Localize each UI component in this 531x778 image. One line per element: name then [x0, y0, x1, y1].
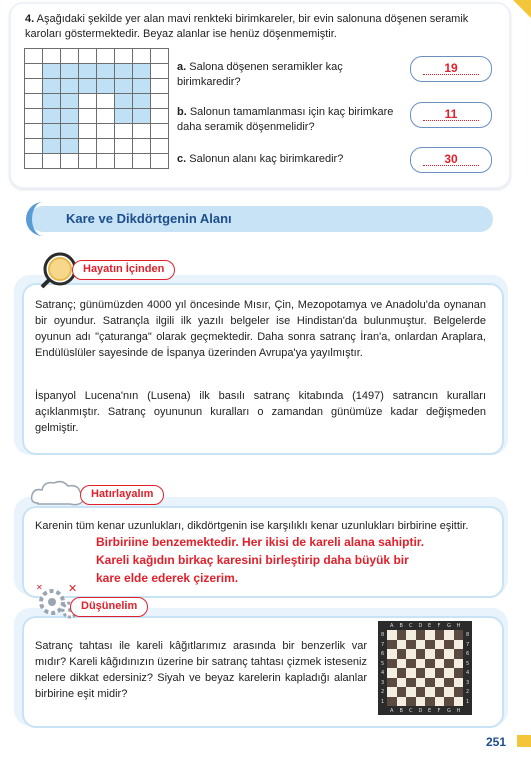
chess-square: [416, 687, 426, 697]
chess-square: [435, 668, 445, 678]
page-marker: [517, 735, 531, 747]
tile-empty: [25, 94, 43, 109]
answer-c-value: 30: [444, 152, 458, 166]
board-file-label: D: [418, 708, 423, 714]
tile-filled: [115, 79, 133, 94]
board-file-label: E: [428, 623, 432, 629]
chess-square: [397, 649, 407, 659]
board-rank-label: 8: [381, 632, 385, 638]
chess-square: [454, 697, 464, 707]
chess-square: [425, 659, 435, 669]
board-rank-label: 3: [381, 679, 385, 686]
chess-square: [454, 630, 464, 640]
tile-filled: [115, 64, 133, 79]
tile-filled: [133, 79, 151, 94]
chess-square: [444, 668, 454, 678]
chess-square: [444, 649, 454, 659]
board-file-label: A: [390, 623, 394, 629]
tile-filled: [61, 79, 79, 94]
chess-square: [397, 668, 407, 678]
tile-empty: [97, 94, 115, 109]
chess-board: [378, 621, 472, 715]
board-file-label: H: [456, 708, 461, 714]
chess-square: [435, 678, 445, 688]
tile-filled: [97, 64, 115, 79]
board-file-label: C: [409, 623, 413, 629]
chess-board-squares: [387, 630, 463, 706]
tile-empty: [43, 49, 61, 64]
chess-square: [397, 640, 407, 650]
question-4-prompt: [25, 12, 505, 42]
chess-square: [406, 668, 416, 678]
board-rank-label: 5: [381, 660, 385, 667]
board-file-label: G: [447, 708, 451, 714]
chess-square: [444, 640, 454, 650]
dusunelim-tag: Düşünelim: [70, 597, 148, 617]
tile-filled: [43, 139, 61, 154]
tile-empty: [151, 139, 169, 154]
tile-empty: [151, 109, 169, 124]
tile-empty: [115, 139, 133, 154]
tile-grid: [24, 48, 169, 169]
tile-filled: [43, 79, 61, 94]
chess-square: [397, 678, 407, 688]
board-rank-label: 1: [466, 698, 470, 705]
chess-square: [435, 697, 445, 707]
chess-square: [435, 687, 445, 697]
board-rank-label: 5: [466, 660, 470, 667]
board-file-label: G: [447, 623, 451, 629]
tile-empty: [79, 49, 97, 64]
tile-empty: [79, 124, 97, 139]
handwritten-answer-line-1: Birbiriine benzemektedir. Her ikisi de kareli alana sahiptir.: [96, 535, 425, 549]
board-file-label: B: [399, 623, 403, 629]
tile-filled: [61, 94, 79, 109]
board-rank-label: 2: [381, 689, 385, 695]
chess-square: [425, 678, 435, 688]
chess-square: [425, 640, 435, 650]
answer-b-field[interactable]: [410, 102, 492, 128]
tile-filled: [79, 79, 97, 94]
tile-empty: [25, 64, 43, 79]
tile-empty: [133, 139, 151, 154]
tile-empty: [61, 49, 79, 64]
board-rank-label: 8: [466, 632, 470, 638]
tile-filled: [97, 79, 115, 94]
chess-square: [416, 649, 426, 659]
answer-a-field[interactable]: [410, 56, 492, 82]
tile-empty: [151, 79, 169, 94]
tile-empty: [25, 109, 43, 124]
chess-square: [387, 668, 397, 678]
chess-square: [387, 659, 397, 669]
board-rank-label: 6: [466, 651, 470, 657]
hatirlayalim-text: Karenin tüm kenar uzunlukları, dikdörtgenin ise karşılıklı kenar uzunlukları birbirine eşittir.: [35, 520, 469, 532]
page-number: 251: [485, 735, 506, 749]
chess-square: [387, 640, 397, 650]
tile-filled: [115, 109, 133, 124]
section-header-accent: [26, 202, 56, 236]
chess-square: [454, 640, 464, 650]
chess-square: [425, 697, 435, 707]
board-rank-label: 2: [466, 689, 470, 695]
board-rank-label: 4: [381, 670, 385, 676]
handwritten-answer-line-3: kare elde ederek çizerim.: [96, 571, 239, 585]
board-file-label: A: [390, 708, 394, 714]
chess-square: [406, 697, 416, 707]
chess-square: [454, 687, 464, 697]
tile-empty: [25, 154, 43, 169]
hayatin-icinden-tag: Hayatın İçinden: [72, 260, 175, 280]
answer-a-value: 19: [444, 61, 458, 75]
tile-filled: [43, 94, 61, 109]
tile-empty: [79, 154, 97, 169]
tile-filled: [61, 64, 79, 79]
tile-empty: [133, 49, 151, 64]
handwritten-answer-line-2: Kareli kağıdın birkaç karesini birleştirip daha büyük bir: [96, 553, 409, 567]
board-rank-label: 1: [381, 698, 385, 705]
chess-square: [425, 630, 435, 640]
chess-square: [444, 678, 454, 688]
chess-square: [406, 649, 416, 659]
chess-square: [454, 668, 464, 678]
board-rank-label: 7: [466, 641, 470, 648]
chess-square: [397, 630, 407, 640]
hayatin-icinden-paragraph-1: Satranç; günümüzden 4000 yıl öncesinde Mısır, Çin, Mezopotamya ve Anadolu'da oynanan bir oyundur. Satrançla ilgili ilk yazılı belgeler ise Hindistan'da bulunmuştur. Belgelerde oyunun adı "çaturanga" olarak geçmektedir. Daha sonra satranç İran'a, onlardan Araplara, Endülüslüler sayesinde de İspanya üzerinden Avrupa'ya yayılmıştır.: [35, 299, 486, 359]
tile-filled: [61, 124, 79, 139]
tile-filled: [133, 64, 151, 79]
dusunelim-text: Satranç tahtası ile kareli kâğıtlarımız arasında bir benzerlik var mıdır? Kareli kâğıdınızın üzerine bir satranç tahtası çizmek isteseniz nelere dikkat edersiniz? Siyah ve beyaz karelerin kapladığı alanlar birbirine eşit midir?: [35, 640, 367, 700]
tile-empty: [61, 154, 79, 169]
answer-b-value: 11: [444, 107, 458, 121]
board-file-label: B: [399, 708, 403, 714]
tile-empty: [115, 49, 133, 64]
chess-square: [425, 687, 435, 697]
tile-empty: [25, 124, 43, 139]
chess-square: [435, 649, 445, 659]
chess-square: [416, 668, 426, 678]
tile-empty: [151, 49, 169, 64]
tile-filled: [79, 64, 97, 79]
tile-filled: [115, 94, 133, 109]
chess-square: [454, 659, 464, 669]
hatirlayalim-tag: Hatırlayalım: [80, 485, 164, 505]
board-file-label: H: [456, 623, 461, 629]
corner-decoration: [513, 0, 531, 18]
tile-empty: [97, 124, 115, 139]
tile-empty: [25, 139, 43, 154]
tile-filled: [133, 94, 151, 109]
chess-square: [406, 659, 416, 669]
tile-empty: [115, 124, 133, 139]
tile-empty: [97, 49, 115, 64]
board-rank-label: 6: [381, 651, 385, 657]
tile-filled: [133, 109, 151, 124]
tile-empty: [79, 139, 97, 154]
tile-empty: [151, 154, 169, 169]
chess-square: [435, 659, 445, 669]
question-number: 4.: [25, 13, 35, 25]
tile-empty: [25, 49, 43, 64]
tile-empty: [151, 124, 169, 139]
chess-square: [387, 687, 397, 697]
board-rank-label: 3: [466, 679, 470, 686]
tile-filled: [43, 124, 61, 139]
tile-empty: [151, 64, 169, 79]
board-rank-label: 7: [381, 641, 385, 648]
tile-empty: [25, 79, 43, 94]
tile-filled: [43, 109, 61, 124]
tile-empty: [97, 139, 115, 154]
tile-empty: [115, 154, 133, 169]
chess-square: [444, 659, 454, 669]
tile-empty: [43, 154, 61, 169]
chess-square: [444, 687, 454, 697]
hayatin-icinden-paragraph-2: İspanyol Lucena'nın (Lusena) ilk basılı satranç kitabında (1497) satrancın kuralları açıklanmıştır. Satranç oyununun kuralları o zamandan günümüze kadar değişmeden gelmiştir.: [35, 390, 486, 434]
tile-empty: [151, 94, 169, 109]
board-file-label: F: [437, 623, 441, 629]
tile-empty: [79, 94, 97, 109]
chess-square: [416, 640, 426, 650]
chess-square: [444, 697, 454, 707]
tile-empty: [133, 124, 151, 139]
board-file-label: E: [428, 708, 432, 714]
chess-square: [454, 678, 464, 688]
chess-square: [397, 697, 407, 707]
tile-empty: [97, 109, 115, 124]
tile-empty: [79, 109, 97, 124]
tile-empty: [133, 154, 151, 169]
chess-square: [406, 640, 416, 650]
section-header: [30, 206, 493, 232]
board-file-label: D: [418, 623, 423, 629]
tile-filled: [61, 109, 79, 124]
answer-c-field[interactable]: [410, 147, 492, 173]
cloud-icon: [28, 478, 88, 508]
svg-text:✕: ✕: [36, 583, 43, 592]
chess-square: [387, 697, 397, 707]
section-title: Kare ve Dikdörtgenin Alanı: [66, 211, 232, 226]
chess-square: [397, 659, 407, 669]
chess-square: [416, 697, 426, 707]
question-text: Aşağıdaki şekilde yer alan mavi renkteki birimkareler, bir evin salonuna döşenen seramik karoları göstermektedir. Beyaz alanlar ise henüz döşenmemiştir.: [25, 13, 469, 40]
chess-square: [454, 649, 464, 659]
tile-filled: [61, 139, 79, 154]
chess-square: [387, 678, 397, 688]
board-rank-label: 4: [466, 670, 470, 676]
chess-square: [425, 668, 435, 678]
chess-square: [416, 678, 426, 688]
chess-square: [406, 687, 416, 697]
chess-square: [435, 640, 445, 650]
chess-square: [387, 630, 397, 640]
chess-square: [406, 678, 416, 688]
chess-square: [425, 649, 435, 659]
chess-square: [397, 687, 407, 697]
tile-filled: [43, 64, 61, 79]
subquestion-b: b. Salonun tamamlanması için kaç birimkare daha seramik döşenmelidir?: [177, 106, 394, 133]
chess-square: [416, 630, 426, 640]
board-file-label: C: [409, 708, 413, 714]
tile-empty: [97, 154, 115, 169]
chess-square: [444, 630, 454, 640]
chess-square: [406, 630, 416, 640]
svg-text:✕: ✕: [68, 582, 78, 595]
chess-square: [435, 630, 445, 640]
chess-square: [387, 649, 397, 659]
chess-square: [416, 659, 426, 669]
subquestion-a: a. Salona döşenen seramikler kaç birimkaredir?: [177, 61, 343, 88]
board-file-label: F: [437, 708, 441, 714]
subquestion-c: c. Salonun alanı kaç birimkaredir?: [177, 153, 344, 165]
